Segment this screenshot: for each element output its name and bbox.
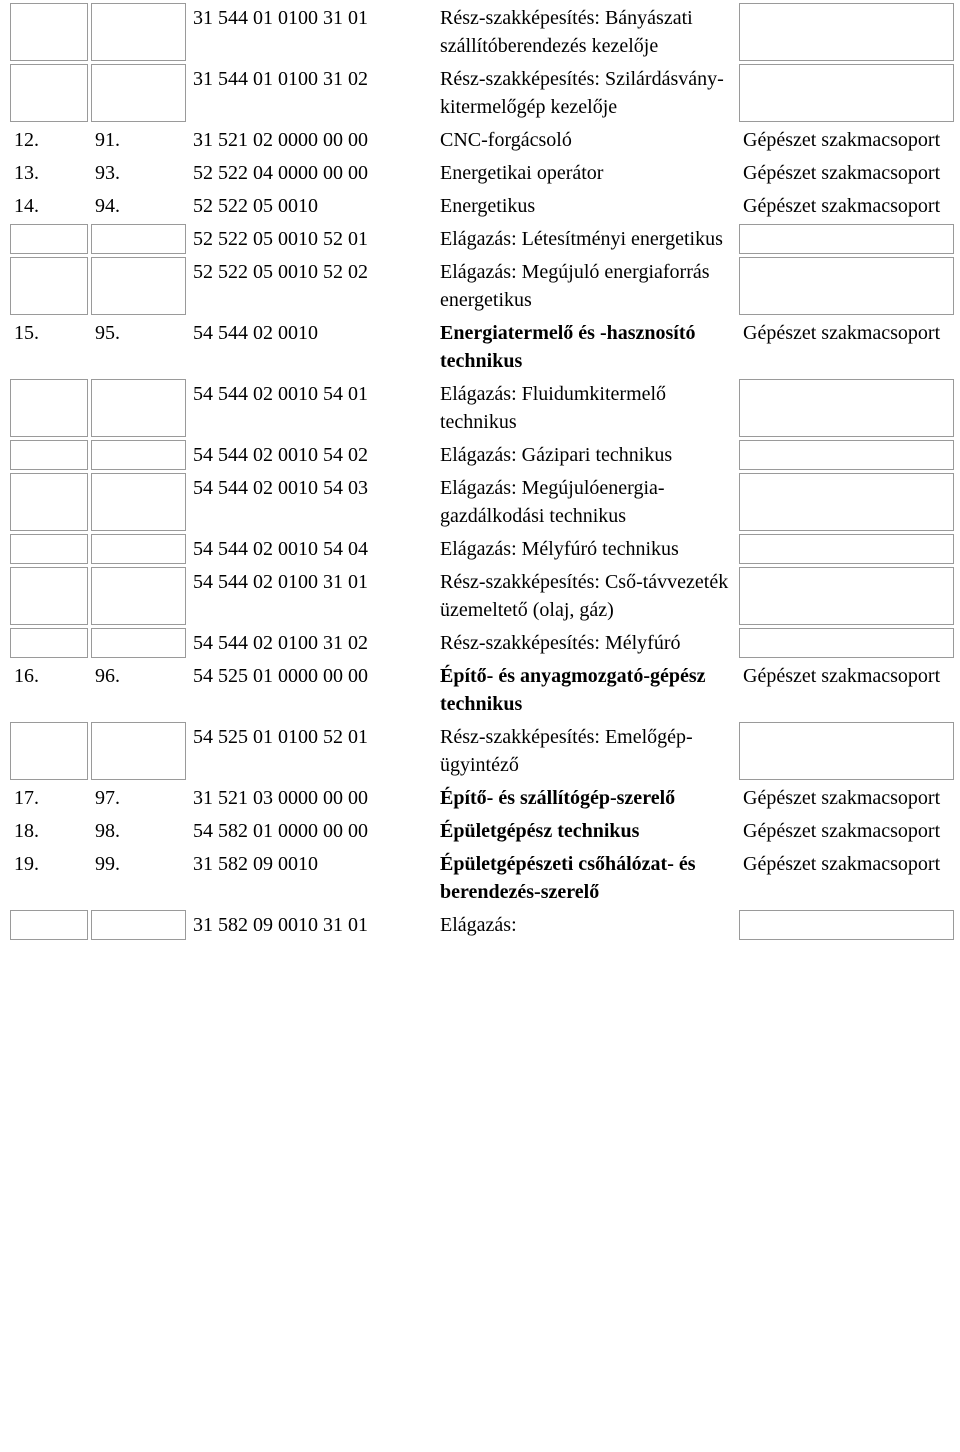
sector-group-cell bbox=[739, 318, 954, 376]
table-body bbox=[10, 3, 954, 940]
empty-cell bbox=[10, 534, 88, 564]
sector-group-cell bbox=[739, 849, 954, 907]
sub-qualification-code-cell-text: 54 544 02 0010 54 03 bbox=[193, 477, 368, 499]
sub-qualification-name-cell bbox=[436, 224, 736, 254]
sub-qualification-code-cell-text: 54 544 02 0010 54 01 bbox=[193, 383, 368, 405]
qualification-name-cell-text: Épületgépész technikus bbox=[440, 820, 640, 842]
sub-qualification-name-cell-text: Elágazás: Mélyfúró technikus bbox=[440, 538, 679, 560]
register-number-cell-text: 97. bbox=[95, 787, 120, 809]
qualification-code-cell-text: 52 522 05 0010 bbox=[193, 195, 318, 217]
empty-cell bbox=[91, 628, 186, 658]
sector-group-cell bbox=[739, 661, 954, 719]
sub-qualification-row bbox=[10, 257, 954, 315]
sector-group-cell bbox=[739, 191, 954, 221]
sub-qualification-code-cell-text: 54 544 02 0010 54 02 bbox=[193, 444, 368, 466]
sector-group-cell-text: Gépészet szakmacsoport bbox=[743, 129, 941, 151]
qualification-code-cell-text: 31 521 02 0000 00 00 bbox=[193, 129, 368, 151]
row-number-cell-text: 15. bbox=[14, 322, 39, 344]
register-number-cell-text: 99. bbox=[95, 853, 120, 875]
register-number-cell bbox=[91, 318, 186, 376]
qualification-code-cell bbox=[189, 849, 433, 907]
row-number-cell-text: 12. bbox=[14, 129, 39, 151]
sub-qualification-code-cell-text: 54 525 01 0100 52 01 bbox=[193, 726, 368, 748]
row-number-cell bbox=[10, 125, 88, 155]
empty-cell bbox=[739, 722, 954, 780]
empty-cell bbox=[10, 379, 88, 437]
qualification-register-table bbox=[7, 0, 957, 943]
qualification-name-cell-text: Építő- és szállítógép-szerelő bbox=[440, 787, 676, 809]
qualification-row bbox=[10, 125, 954, 155]
sub-qualification-code-cell bbox=[189, 910, 433, 940]
sub-qualification-row bbox=[10, 3, 954, 61]
sub-qualification-code-cell-text: 31 544 01 0100 31 02 bbox=[193, 68, 368, 90]
qualification-name-cell-text: Építő- és anyagmozgató-gépész technikus bbox=[440, 665, 706, 715]
qualification-name-cell bbox=[436, 783, 736, 813]
empty-cell bbox=[91, 3, 186, 61]
empty-cell bbox=[739, 440, 954, 470]
sub-qualification-code-cell bbox=[189, 567, 433, 625]
qualification-code-cell-text: 31 582 09 0010 bbox=[193, 853, 318, 875]
sector-group-cell-text: Gépészet szakmacsoport bbox=[743, 665, 941, 687]
register-number-cell bbox=[91, 191, 186, 221]
sector-group-cell bbox=[739, 158, 954, 188]
row-number-cell bbox=[10, 783, 88, 813]
sub-qualification-row bbox=[10, 722, 954, 780]
empty-cell bbox=[10, 910, 88, 940]
sub-qualification-name-cell bbox=[436, 3, 736, 61]
qualification-name-cell-text: Energetikai operátor bbox=[440, 162, 604, 184]
sub-qualification-code-cell-text: 54 544 02 0100 31 01 bbox=[193, 571, 368, 593]
sub-qualification-code-cell-text: 31 582 09 0010 31 01 bbox=[193, 914, 368, 936]
register-number-cell bbox=[91, 783, 186, 813]
sector-group-cell bbox=[739, 816, 954, 846]
sub-qualification-code-cell bbox=[189, 473, 433, 531]
sub-qualification-name-cell bbox=[436, 628, 736, 658]
empty-cell bbox=[91, 257, 186, 315]
qualification-row bbox=[10, 661, 954, 719]
empty-cell bbox=[739, 473, 954, 531]
row-number-cell bbox=[10, 849, 88, 907]
sub-qualification-row bbox=[10, 473, 954, 531]
qualification-name-cell bbox=[436, 191, 736, 221]
sub-qualification-code-cell-text: 52 522 05 0010 52 01 bbox=[193, 228, 368, 250]
sub-qualification-name-cell-text: Elágazás: Gázipari technikus bbox=[440, 444, 673, 466]
empty-cell bbox=[10, 567, 88, 625]
register-number-cell-text: 91. bbox=[95, 129, 120, 151]
sub-qualification-code-cell-text: 52 522 05 0010 52 02 bbox=[193, 261, 368, 283]
register-number-cell-text: 93. bbox=[95, 162, 120, 184]
empty-cell bbox=[739, 628, 954, 658]
sector-group-cell bbox=[739, 125, 954, 155]
qualification-name-cell-text: Energiatermelő és -hasznosító technikus bbox=[440, 322, 696, 372]
qualification-row bbox=[10, 191, 954, 221]
empty-cell bbox=[10, 224, 88, 254]
sub-qualification-code-cell-text: 54 544 02 0100 31 02 bbox=[193, 632, 368, 654]
qualification-code-cell bbox=[189, 191, 433, 221]
empty-cell bbox=[91, 379, 186, 437]
qualification-name-cell-text: CNC-forgácsoló bbox=[440, 129, 572, 151]
empty-cell bbox=[10, 722, 88, 780]
register-number-cell bbox=[91, 816, 186, 846]
qualification-code-cell bbox=[189, 661, 433, 719]
sub-qualification-name-cell-text: Elágazás: Megújuló energiaforrás energetikus bbox=[440, 261, 710, 311]
sub-qualification-code-cell bbox=[189, 628, 433, 658]
sub-qualification-name-cell-text: Elágazás: Fluidumkitermelő technikus bbox=[440, 383, 667, 433]
qualification-code-cell bbox=[189, 783, 433, 813]
empty-cell bbox=[91, 722, 186, 780]
empty-cell bbox=[91, 224, 186, 254]
empty-cell bbox=[91, 910, 186, 940]
row-number-cell bbox=[10, 661, 88, 719]
sub-qualification-name-cell bbox=[436, 910, 736, 940]
qualification-row bbox=[10, 783, 954, 813]
qualification-name-cell-text: Energetikus bbox=[440, 195, 536, 217]
empty-cell bbox=[91, 534, 186, 564]
empty-cell bbox=[91, 473, 186, 531]
register-number-cell-text: 98. bbox=[95, 820, 120, 842]
empty-cell bbox=[739, 3, 954, 61]
empty-cell bbox=[10, 257, 88, 315]
sector-group-cell-text: Gépészet szakmacsoport bbox=[743, 322, 941, 344]
empty-cell bbox=[739, 224, 954, 254]
qualification-row bbox=[10, 318, 954, 376]
sub-qualification-name-cell-text: Rész-szakképesítés: Cső-távvezeték üzemeltető (olaj, gáz) bbox=[440, 571, 729, 621]
sub-qualification-code-cell bbox=[189, 224, 433, 254]
row-number-cell bbox=[10, 191, 88, 221]
sub-qualification-name-cell bbox=[436, 722, 736, 780]
empty-cell bbox=[739, 64, 954, 122]
empty-cell bbox=[739, 257, 954, 315]
qualification-code-cell bbox=[189, 125, 433, 155]
sub-qualification-row bbox=[10, 64, 954, 122]
empty-cell bbox=[10, 3, 88, 61]
sub-qualification-code-cell bbox=[189, 3, 433, 61]
sub-qualification-name-cell-text: Rész-szakképesítés: Emelőgép-ügyintéző bbox=[440, 726, 693, 776]
qualification-row bbox=[10, 158, 954, 188]
qualification-code-cell-text: 54 582 01 0000 00 00 bbox=[193, 820, 368, 842]
qualification-code-cell bbox=[189, 816, 433, 846]
sub-qualification-name-cell bbox=[436, 64, 736, 122]
sub-qualification-row bbox=[10, 440, 954, 470]
qualification-code-cell-text: 52 522 04 0000 00 00 bbox=[193, 162, 368, 184]
qualification-row bbox=[10, 849, 954, 907]
sub-qualification-row bbox=[10, 910, 954, 940]
sub-qualification-code-cell-text: 54 544 02 0010 54 04 bbox=[193, 538, 368, 560]
sub-qualification-code-cell bbox=[189, 257, 433, 315]
row-number-cell-text: 16. bbox=[14, 665, 39, 687]
sub-qualification-name-cell-text: Elágazás: Létesítményi energetikus bbox=[440, 228, 723, 250]
row-number-cell-text: 19. bbox=[14, 853, 39, 875]
empty-cell bbox=[10, 473, 88, 531]
sector-group-cell-text: Gépészet szakmacsoport bbox=[743, 787, 941, 809]
qualification-code-cell bbox=[189, 318, 433, 376]
sub-qualification-name-cell bbox=[436, 567, 736, 625]
sector-group-cell-text: Gépészet szakmacsoport bbox=[743, 853, 941, 875]
empty-cell bbox=[91, 64, 186, 122]
sub-qualification-code-cell bbox=[189, 722, 433, 780]
sub-qualification-name-cell bbox=[436, 534, 736, 564]
row-number-cell bbox=[10, 816, 88, 846]
sub-qualification-code-cell bbox=[189, 440, 433, 470]
empty-cell bbox=[739, 910, 954, 940]
sub-qualification-code-cell bbox=[189, 64, 433, 122]
register-number-cell bbox=[91, 125, 186, 155]
empty-cell bbox=[10, 64, 88, 122]
qualification-name-cell bbox=[436, 661, 736, 719]
qualification-code-cell-text: 31 521 03 0000 00 00 bbox=[193, 787, 368, 809]
qualification-row bbox=[10, 816, 954, 846]
sub-qualification-row bbox=[10, 534, 954, 564]
empty-cell bbox=[91, 567, 186, 625]
empty-cell bbox=[10, 628, 88, 658]
sub-qualification-row bbox=[10, 628, 954, 658]
row-number-cell-text: 17. bbox=[14, 787, 39, 809]
empty-cell bbox=[739, 534, 954, 564]
empty-cell bbox=[10, 440, 88, 470]
sub-qualification-name-cell bbox=[436, 440, 736, 470]
qualification-name-cell bbox=[436, 318, 736, 376]
sub-qualification-name-cell-text: Rész-szakképesítés: Mélyfúró bbox=[440, 632, 681, 654]
qualification-code-cell bbox=[189, 158, 433, 188]
sub-qualification-name-cell bbox=[436, 257, 736, 315]
qualification-code-cell-text: 54 525 01 0000 00 00 bbox=[193, 665, 368, 687]
qualification-name-cell bbox=[436, 158, 736, 188]
qualification-name-cell bbox=[436, 125, 736, 155]
register-number-cell bbox=[91, 661, 186, 719]
sub-qualification-name-cell bbox=[436, 473, 736, 531]
sub-qualification-name-cell-text: Rész-szakképesítés: Bányászati szállítóberendezés kezelője bbox=[440, 7, 693, 57]
register-number-cell bbox=[91, 849, 186, 907]
row-number-cell-text: 13. bbox=[14, 162, 39, 184]
register-number-cell bbox=[91, 158, 186, 188]
register-number-cell-text: 96. bbox=[95, 665, 120, 687]
sub-qualification-name-cell-text: Elágazás: Megújulóenergia-gazdálkodási technikus bbox=[440, 477, 665, 527]
row-number-cell-text: 18. bbox=[14, 820, 39, 842]
sub-qualification-name-cell bbox=[436, 379, 736, 437]
register-number-cell-text: 95. bbox=[95, 322, 120, 344]
row-number-cell bbox=[10, 158, 88, 188]
sector-group-cell bbox=[739, 783, 954, 813]
empty-cell bbox=[91, 440, 186, 470]
sub-qualification-code-cell bbox=[189, 534, 433, 564]
sub-qualification-name-cell-text: Rész-szakképesítés: Szilárdásvány-kitermelőgép kezelője bbox=[440, 68, 724, 118]
sub-qualification-row bbox=[10, 224, 954, 254]
qualification-name-cell-text: Épületgépészeti csőhálózat- és berendezés-szerelő bbox=[440, 853, 696, 903]
sector-group-cell-text: Gépészet szakmacsoport bbox=[743, 820, 941, 842]
sector-group-cell-text: Gépészet szakmacsoport bbox=[743, 162, 941, 184]
sub-qualification-name-cell-text: Elágazás: bbox=[440, 914, 517, 936]
qualification-code-cell-text: 54 544 02 0010 bbox=[193, 322, 318, 344]
row-number-cell-text: 14. bbox=[14, 195, 39, 217]
row-number-cell bbox=[10, 318, 88, 376]
sub-qualification-row bbox=[10, 567, 954, 625]
sub-qualification-row bbox=[10, 379, 954, 437]
register-number-cell-text: 94. bbox=[95, 195, 120, 217]
empty-cell bbox=[739, 379, 954, 437]
sector-group-cell-text: Gépészet szakmacsoport bbox=[743, 195, 941, 217]
qualification-name-cell bbox=[436, 816, 736, 846]
sub-qualification-code-cell bbox=[189, 379, 433, 437]
qualification-name-cell bbox=[436, 849, 736, 907]
empty-cell bbox=[739, 567, 954, 625]
sub-qualification-code-cell-text: 31 544 01 0100 31 01 bbox=[193, 7, 368, 29]
